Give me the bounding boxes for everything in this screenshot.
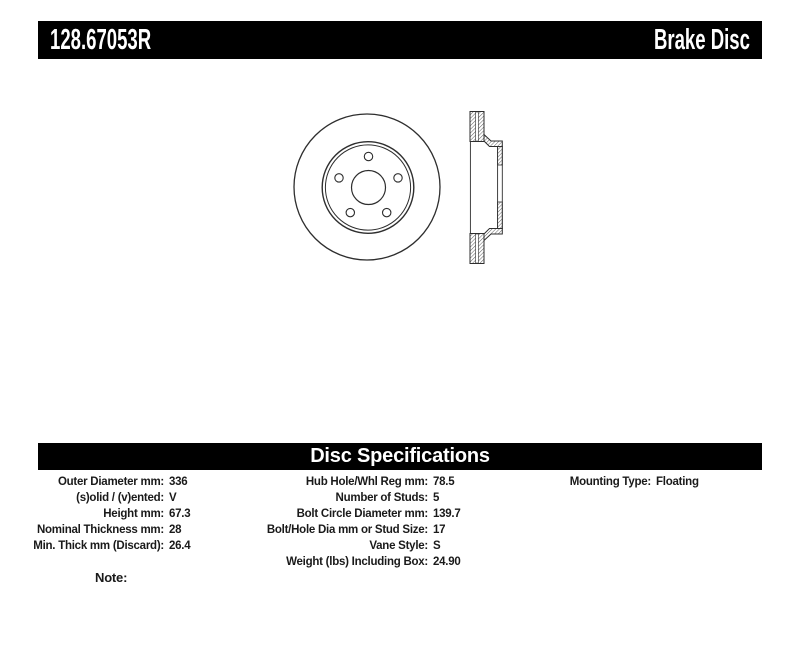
section-hat-wall-land-lower bbox=[498, 202, 503, 229]
spec-row bbox=[262, 490, 461, 506]
spec-value: 17 bbox=[433, 524, 446, 536]
stud-hole bbox=[394, 174, 402, 182]
spec-value: 139.7 bbox=[433, 508, 461, 520]
header-bar bbox=[38, 21, 762, 59]
spec-label: Height mm: bbox=[103, 508, 164, 520]
spec-label: Outer Diameter mm: bbox=[57, 476, 164, 488]
disc-front-view bbox=[294, 114, 440, 260]
spec-label: Number of Studs: bbox=[335, 492, 428, 504]
stud-holes bbox=[335, 152, 402, 217]
part-number: 128.67053R bbox=[50, 23, 152, 56]
section-hat-flange-bottom bbox=[484, 229, 502, 241]
spec-row bbox=[262, 522, 461, 538]
spec-value: 336 bbox=[169, 476, 188, 488]
spec-value: 28 bbox=[169, 524, 182, 536]
brake-disc-technical-drawing bbox=[270, 95, 520, 280]
spec-row bbox=[262, 538, 461, 554]
note-label: Note: bbox=[95, 570, 128, 585]
spec-row bbox=[30, 506, 190, 522]
spec-column-middle bbox=[262, 474, 461, 570]
spec-label: Min. Thick mm (Discard): bbox=[33, 540, 164, 552]
spec-row bbox=[262, 474, 461, 490]
product-type-title: Brake Disc bbox=[654, 23, 750, 56]
spec-value: S bbox=[433, 540, 441, 552]
spec-value: V bbox=[169, 492, 177, 504]
section-hat-flange-top bbox=[484, 135, 502, 147]
hat-ring-outer bbox=[322, 142, 414, 234]
spec-label: Bolt Circle Diameter mm: bbox=[296, 508, 428, 520]
spec-row bbox=[30, 474, 190, 490]
spec-value: 26.4 bbox=[169, 540, 191, 552]
section-hat-wall-land-upper bbox=[498, 147, 503, 166]
outer-diameter-circle bbox=[294, 114, 440, 260]
stud-hole bbox=[364, 152, 372, 160]
spec-column-right bbox=[520, 474, 699, 490]
spec-value: 24.90 bbox=[433, 556, 461, 568]
spec-label: Hub Hole/Whl Reg mm: bbox=[305, 476, 428, 488]
spec-label: (s)olid / (v)ented: bbox=[76, 492, 164, 504]
spec-row bbox=[520, 474, 699, 490]
stud-hole bbox=[346, 208, 354, 216]
spec-label: Weight (lbs) Including Box: bbox=[286, 556, 428, 568]
spec-row bbox=[30, 490, 190, 506]
spec-label: Bolt/Hole Dia mm or Stud Size: bbox=[266, 524, 428, 536]
disc-section-view bbox=[470, 112, 502, 264]
center-hub-hole bbox=[352, 171, 386, 205]
stud-hole bbox=[335, 174, 343, 182]
spec-value: Floating bbox=[656, 476, 699, 488]
spec-column-left bbox=[30, 474, 190, 554]
spec-label: Mounting Type: bbox=[569, 476, 651, 488]
spec-section-bar bbox=[38, 443, 762, 470]
spec-value: 5 bbox=[433, 492, 440, 504]
stud-hole bbox=[383, 208, 391, 216]
spec-label: Nominal Thickness mm: bbox=[36, 524, 164, 536]
spec-row bbox=[30, 522, 190, 538]
spec-label: Vane Style: bbox=[369, 540, 428, 552]
spec-row bbox=[262, 554, 461, 570]
spec-row bbox=[30, 538, 190, 554]
spec-value: 78.5 bbox=[433, 476, 455, 488]
section-top-vent-slot bbox=[476, 112, 479, 141]
hat-ring-inner bbox=[325, 145, 410, 230]
spec-value: 67.3 bbox=[169, 508, 191, 520]
section-bottom-vent-slot bbox=[476, 234, 479, 263]
spec-section-title: Disc Specifications bbox=[310, 445, 490, 467]
spec-row bbox=[262, 506, 461, 522]
